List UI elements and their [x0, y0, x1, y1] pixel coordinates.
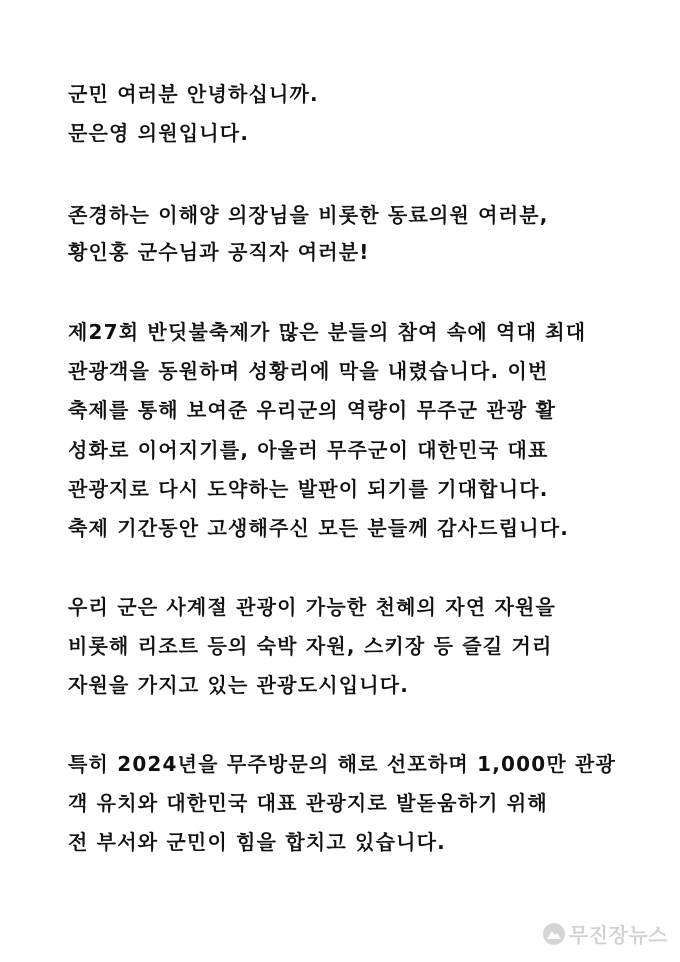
text-line: 관광객을 동원하며 성황리에 막을 내렸습니다. 이번: [68, 359, 549, 383]
watermark: [543, 919, 668, 948]
text-line: 문은영 의원입니다.: [68, 121, 250, 145]
text-line: 군민 여러분 안녕하십니까.: [68, 82, 319, 106]
text-line: 자원을 가지고 있는 관광도시입니다.: [68, 673, 410, 697]
text-line: 존경하는 이해양 의장님을 비롯한 동료의원 여러분,: [68, 203, 549, 227]
text-line: 비롯해 리조트 등의 숙박 자원, 스키장 등 즐길 거리: [68, 634, 553, 658]
text-line: 축제를 통해 보여준 우리군의 역량이 무주군 관광 활: [68, 398, 557, 422]
text-line: 우리 군은 사계절 관광이 가능한 천혜의 자연 자원을: [68, 595, 557, 619]
text-line: 축제 기간동안 고생해주신 모든 분들께 감사드립니다.: [68, 516, 570, 540]
mountain-logo-icon: [543, 923, 565, 945]
text-line: 황인홍 군수님과 공직자 여러분!: [68, 240, 370, 264]
text-line: 제27회 반딧불축제가 많은 분들의 참여 속에 역대 최대: [68, 320, 587, 344]
watermark-text: 무진장뉴스: [568, 923, 668, 947]
text-line: 성화로 이어지기를, 아울러 무주군이 대한민국 대표: [68, 438, 549, 462]
text-line: 관광지로 다시 도약하는 발판이 되기를 기대합니다.: [68, 477, 549, 501]
text-line: 객 유치와 대한민국 대표 관광지로 발돋움하기 위해: [68, 791, 548, 815]
text-line: 전 부서와 군민이 힘을 합치고 있습니다.: [68, 830, 446, 854]
text-line: 특히 2024년을 무주방문의 해로 선포하며 1,000만 관광: [68, 752, 617, 776]
